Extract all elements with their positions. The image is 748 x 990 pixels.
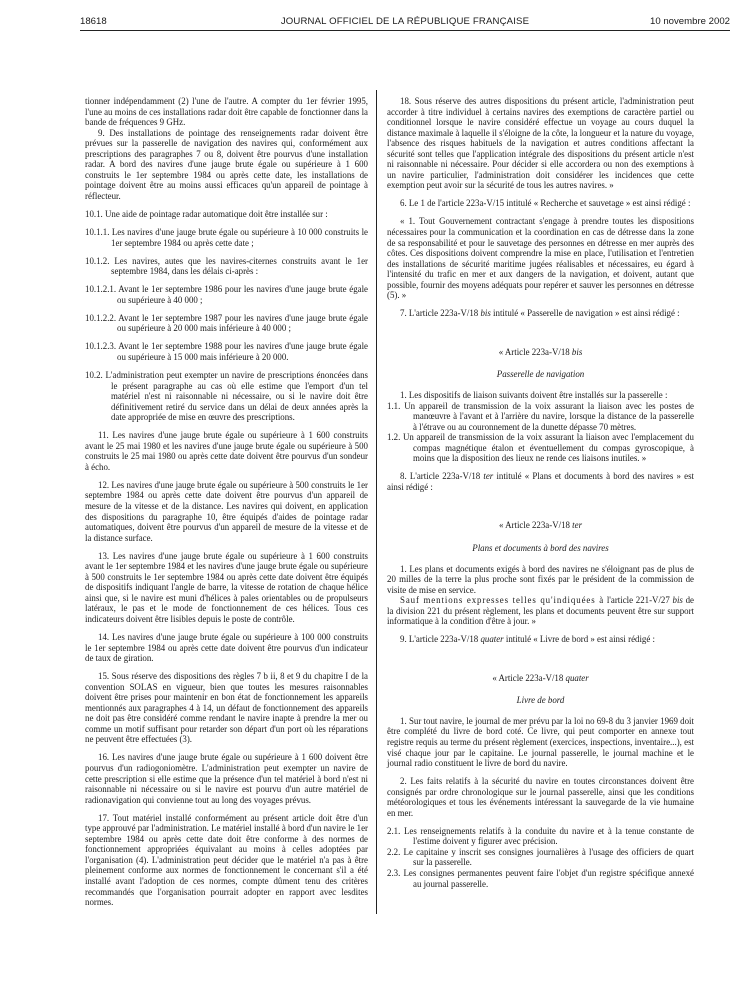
article-subtitle-quater: Livre de bord [516,695,565,706]
ter-paragraph-1: 1. Les plans et documents exigés à bord des navires ne s'éloignant pas de plus de 20 milles de la terre la plus proche sont fixés par le président de la commission de visite de mise en service. [387,563,694,595]
bis-paragraph-1-2: 1.2. Un appareil de transmission de la voix assurant la liaison avec l'emplacement du compas magnétique étalon et éventuellement du compas gyroscopique, à moins que la disposition des lieux ne rende ces liaisons inutiles. » [387,432,694,464]
quater-paragraph-2-2: 2.2. Le capitaine y inscrit ses consignes journalières à l'usage des officiers de quart sur la passerelle. [387,846,694,868]
quater-paragraph-2-1: 2.1. Les renseignements relatifs à la conduite du navire et à la tenue constante de l'estime doivent y figurer avec précision. [387,825,694,847]
right-column [387,96,694,889]
article-heading-quater: « Article 223a-V/18 quater [492,672,589,683]
amendment-9: 9. L'article 223a-V/18 quater intitulé « Livre de bord » est ainsi rédigé : [400,634,655,645]
paragraph-17: 17. Tout matériel installé conformément au présent article doit être d'un type approuvé par l'administration. Le matériel installé à bord d'un navire le 1er septembre 1984 ou après cette date doit être conforme à des normes de fonctionnement appropriées équivalant au moins à celles adoptées par l'organisation (4). L'administration peut décider que le matériel n'a pas à être pleinement conforme aux normes de fonctionnement le concernant s'il a été installé avant l'adoption de ces normes, compte dûment tenu des critères recommandés que l'organisation pourrait adopter en rapport avec lesdites normes. [85,812,368,908]
column-divider [376,90,377,914]
article-subtitle-bis: Passerelle de navigation [496,369,585,380]
amendment-6: 6. Le 1 de l'article 223a-V/15 intitulé « Recherche et sauvetage » est ainsi rédigé : [400,198,691,209]
paragraph-10-1-2-1: 10.1.2.1. Avant le 1er septembre 1986 pour les navires d'une jauge brute égale ou supérieure à 40 000 ; [85,284,368,305]
article-subtitle-ter: Plans et documents à bord des navires [472,542,609,553]
journal-title: JOURNAL OFFICIEL DE LA RÉPUBLIQUE FRANÇAISE [280,16,530,27]
paragraph-15: 15. Sous réserve des dispositions des règles 7 b ii, 8 et 9 du chapitre I de la convention SOLAS en vigueur, bien que toutes les mesures raisonnables doivent être prises pour maintenir en bon état de fonctionnement les appareils mentionnés aux paragraphes 4 à 14, un défaut de fonctionnement des appareils ne doit pas être considéré comme rendant le navire inapte à prendre la mer ou comme un motif suffisant pour retarder son départ d'un port où les réparations ne peuvent être effectuées (3). [85,671,368,745]
quater-paragraph-2-3: 2.3. Les consignes permanentes peuvent faire l'objet d'un registre spécifique annexé au journal passerelle. [387,868,694,889]
paragraph-14: 14. Les navires d'une jauge brute égale ou supérieure à 100 000 construits le 1er septembre 1984 ou après cette date doivent être pourvus d'un indicateur de taux de giration. [85,632,368,664]
paragraph-10-1-2-2: 10.1.2.2. Avant le 1er septembre 1987 pour les navires d'une jauge brute égale ou supérieure à 20 000 mais inférieure à 40 000 ; [85,312,368,334]
paragraph-continued: tionner indépendamment (2) l'une de l'autre. A compter du 1er février 1995, l'une au moins de ces installations radar doit être capable de fonctionner dans la bande de fréquences 9 GHz. [85,96,368,128]
left-column [85,96,368,908]
paragraph-11: 11. Les navires d'une jauge brute égale ou supérieure à 1 600 construits avant le 25 mai 1980 et les navires d'une jauge brute égale ou supérieure à 500 construits le 25 mai 1980 ou après cette date doivent être pourvus d'un sondeur à écho. [85,430,368,472]
issue-date: 10 novembre 2002 [649,16,730,27]
quote-search-and-rescue: « 1. Tout Gouvernement contractant s'engage à prendre toutes les dispositions nécessaires pour la communication et la coordination en cas de détresse dans la zone de sa responsabilité et pour le sauvetage des personnes en détresse en mer auprès des côtes. Ces dispositions doivent comprendre la mise en place, l'utilisation et l'entretien des installations de sécurité maritime jugées réalisables et nécessaires, eu égard à l'intensité du trafic en mer et aux dangers de la navigation, et doivent, autant que possible, fournir des moyens adéquats pour repérer et sauver les personnes en détresse (5). » [387,216,694,301]
quater-paragraph-1: 1. Sur tout navire, le journal de mer prévu par la loi no 69-8 du 3 janvier 1969 doit être complété du livre de bord coté. Ce livre, qui peut comporter en annexe tout registre requis au terme du présent règlement (exercices, inspections, inventaire...), est visé chaque jour par le capitaine. Le journal passerelle, le journal machine et le journal radio constituent le livre de bord du navire. [387,715,694,769]
running-header [80,16,730,28]
paragraph-10-1-1: 10.1.1. Les navires d'une jauge brute égale ou supérieure à 10 000 construits le 1er septembre 1984 ou après cette date ; [85,227,368,248]
amendment-8: 8. L'article 223a-V/18 ter intitulé « Plans et documents à bord des navires » est ainsi rédigé : [387,471,694,492]
quater-paragraph-2: 2. Les faits relatifs à la sécurité du navire en toutes circonstances doivent être consignés par ordre chronologique sur le journal passerelle, ainsi que les conditions météorologiques et tous les événements intéressant la sauvegarde de la vie humaine en mer. [387,776,694,818]
header-rule [80,30,730,31]
bis-paragraph-1-1: 1.1. Un appareil de transmission de la voix assurant la liaison avec les postes de manœuvre à l'avant et à l'arrière du navire, lorsque la distance de la passerelle à l'étrave ou au couronnement de la dunette dépasse 70 mètres. [387,400,694,432]
paragraph-10-1-2: 10.1.2. Les navires, autes que les navires-citernes construits avant le 1er septembre 1984, dans les délais ci-après : [85,255,368,277]
paragraph-10-1: 10.1. Une aide de pointage radar automatique doit être installée sur : [85,208,328,219]
paragraph-13: 13. Les navires d'une jauge brute égale ou supérieure à 1 600 construits avant le 1er septembre 1984 et les navires d'une jauge brute égale ou supérieure à 500 construits le 1er septembre 1984 ou après cette date doivent être équipés de dispositifs indiquant l'angle de barre, la vitesse de rotation de chaque hélice ainsi que, si le navire est muni d'hélices à pales orientables ou de propulseurs latéraux, le pas et le mode de fonctionnement de ces hélices. Tous ces indicateurs doivent être lisibles depuis le poste de contrôle. [85,550,368,624]
paragraph-10-1-2-3: 10.1.2.3. Avant le 1er septembre 1988 pour les navires d'une jauge brute égale ou supérieure à 15 000 mais inférieure à 20 000. [85,341,368,362]
ter-paragraph-2: Sauf mentions expresses telles qu'indiquées à l'article 221-V/27 bis de la division 221 du présent règlement, les plans et documents peuvent être sur support informatique à la condition d'être à jour. » [387,595,694,627]
amendment-7: 7. L'article 223a-V/18 bis intitulé « Passerelle de navigation » est ainsi rédigé : [400,308,680,319]
article-heading-bis: « Article 223a-V/18 bis [498,346,583,357]
page-number: 18618 [80,16,107,27]
paragraph-16: 16. Les navires d'une jauge brute égale ou supérieure à 1 600 doivent être pourvus d'un radiogoniomètre. L'administration peut exempter un navire de cette prescription si elle estime que la présence d'un tel matériel à bord n'est ni raisonnable ni nécessaire ou si le navire est pourvu d'un autre matériel de radionavigation qui convienne tout au long des voyages prévus. [85,752,368,805]
paragraph-18: 18. Sous réserve des autres dispositions du présent article, l'administration peut accorder à titre individuel à certains navires des exemptions de caractère partiel ou conditionnel lorsque le navire considéré effectue un voyage au cours duquel la distance maximale à laquelle il s'éloigne de la côte, la longueur et la nature du voyage, l'absence des risques habituels de la navigation et autres conditions affectant la sécurité sont telles que l'application intégrale des dispositions du présent article n'est ni raisonnable ni nécessaire. Pour décider si elle accordera ou non des exemptions à un navire particulier, l'administration doit considérer les incidences que cette exemption peut avoir sur la sécurité de tous les autres navires. » [387,96,694,191]
paragraph-9: 9. Des installations de pointage des renseignements radar doivent être prévues sur la passerelle de navigation des navires qui, conformément aux prescriptions des paragraphes 7 ou 8, doivent être pourvus d'une installation radar. A bord des navires d'une jauge brute égale ou supérieure à 1 600 construits le 1er septembre 1984 ou après cette date, les installations de pointage doivent être au moins aussi efficaces qu'un appareil de pointage à réflecteur. [85,127,368,201]
paragraph-10-2: 10.2. L'administration peut exempter un navire de prescriptions énoncées dans le présent paragraphe au cas où elle estime que l'emport d'un tel matériel n'est ni raisonnable ni nécessaire, ou si le navire doit être définitivement retiré du service dans un délai de deux années après la date appropriée de mise en œuvre des prescriptions. [85,369,368,423]
bis-paragraph-1: 1. Les dispositifs de liaison suivants doivent être installés sur la passerelle : [400,389,668,400]
paragraph-12: 12. Les navires d'une jauge brute égale ou supérieure à 500 construits le 1er septembre 1984 ou après cette date doivent être pourvus d'un appareil de mesure de la vitesse et de la distance. Les navires qui doivent, en application des dispositions du paragraphe 10, être équipés d'aides de pointage radar automatiques, doivent être pourvus d'un appareil de mesure de la vitesse et de la distance surface. [85,479,368,543]
article-heading-ter: « Article 223a-V/18 ter [498,520,583,531]
